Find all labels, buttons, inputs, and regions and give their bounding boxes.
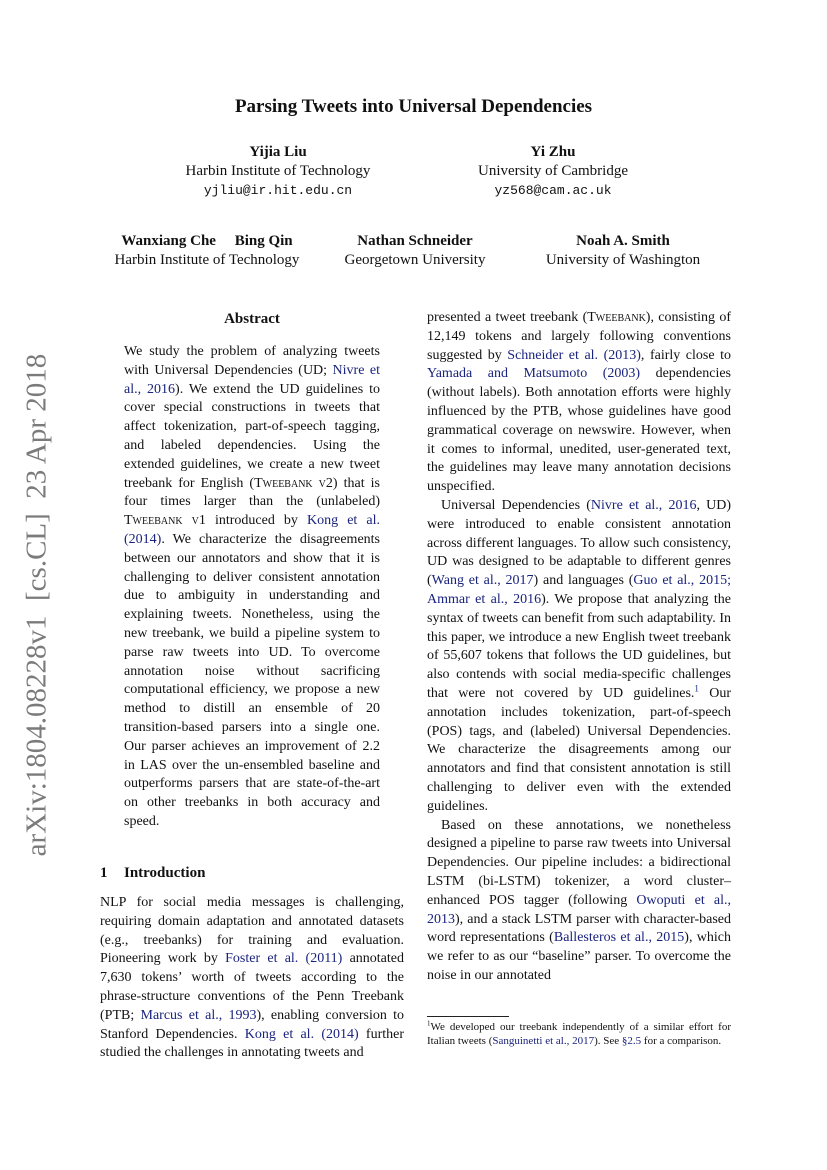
author-block-smith: [528, 232, 718, 270]
intro-paragraph: Universal Dependencies (Nivre et al., 2016, UD) were introduced to enable consistent annotation across different languages. To allow such consistency, UD was designed to be adaptable to different genres (Wang et al., 2017) and languages (Guo et al., 2015; Ammar et al., 2016). We propose that analyzing the syntax of tweets can benefit from such adaptability. In this paper, we introduce a new English tweet treebank of 55,607 tokens that follows the UD guidelines, but also contends with social media-specific challenges that were not covered by UD guidelines.$^1$ Our annotation includes tokenization, part-of-speech (POS) tags, and (labeled) Universal Dependencies. We characterize the disagreements among our annotators and find that consistent annotation is still challenging to deliver even with the extended guidelines.: [427, 497, 732, 814]
author-block-zhu: [448, 143, 658, 200]
citation-link[interactable]: Yamada and Matsumoto (2003): [427, 366, 641, 382]
author-block-liu: [160, 143, 396, 200]
citation-link[interactable]: Schneider et al. (2013): [507, 347, 641, 363]
paper-title: Parsing Tweets into Universal Dependencies: [234, 96, 593, 117]
citation-link[interactable]: Wang et al., 2017: [431, 573, 534, 589]
intro-paragraph: NLP for social media messages is challenging, requiring domain adaptation and annotated datasets (e.g., treebanks) for training and evaluation. Pioneering work by Foster et al. (2011) annotated 7,630 tokens’ worth of tweets according to the phrase-structure conventions of the Penn Treebank (PTB; Marcus et al., 1993), enabling conversion to Stanford Dependencies. Kong et al. (2014) further studied the challenges in annotating tweets and: [100, 895, 404, 1061]
author-name: Wanxiang Che Bing Qin: [121, 233, 293, 249]
citation-link[interactable]: Nivre et al., 2016: [590, 497, 697, 513]
author-affiliation: Georgetown University: [344, 252, 486, 268]
citation-link[interactable]: Ballesteros et al., 2015: [553, 930, 685, 946]
author-block-schneider: [330, 232, 500, 270]
citation-link[interactable]: Foster et al. (2011): [225, 951, 343, 967]
paragraph-continues-next-column: further studied the challenges in annotating tweets and: [100, 1026, 404, 1061]
author-name: Yijia Liu: [249, 144, 307, 160]
dataset-name: Tweebank v2: [254, 475, 333, 491]
section-number: 1: [100, 865, 108, 881]
dataset-name: Tweebank: [587, 310, 646, 325]
section-heading-introduction: [100, 863, 205, 883]
author-affiliation: University of Washington: [545, 252, 701, 268]
citation-link[interactable]: Marcus et al., 1993: [140, 1007, 257, 1023]
author-affiliation: Harbin Institute of Technology: [185, 163, 371, 179]
author-block-che-qin: [96, 232, 318, 270]
abstract-text: We study the problem of analyzing tweets with Universal Dependencies (UD; Nivre et al., 2016). We extend the UD guidelines to cover special constructions in tweets that affect tokenization, part-of-speech tagging, and labeled dependencies. Using the extended guidelines, we create a new tweet treebank for English (Tweebank v2) that is four times larger than the (unlabeled) Tweebank v1 introduced by Kong et al. (2014). We characterize the disagreements between our annotators and show that it is challenging to deliver consistent annotation due to ambiguity in understanding and explaining tweets. Nonetheless, using the new treebank, we build a pipeline system to parse raw tweets into UD. To overcome annotation noise without sacrificing computational efficiency, we propose a new method to distill an ensemble of 20 transition-based parsers into a single one. Our parser achieves an improvement of 2.2 in LAS over the un-ensembled baseline and outperforms parsers that are state-of-the-art on other treebanks in both accuracy and speed.: [124, 344, 381, 829]
citation-link[interactable]: Kong et al. (2014): [124, 513, 380, 547]
citation-link[interactable]: Kong et al. (2014): [244, 1026, 359, 1042]
author-name: Yi Zhu: [530, 144, 576, 160]
arxiv-identifier: arXiv:1804.08228v1 [cs.CL] 23 Apr 2018: [20, 353, 53, 857]
intro-paragraph: Based on these annotations, we nonetheless designed a pipeline to parse raw tweets into Universal Dependencies. Our pipeline includes: a bidirectional LSTM (bi-LSTM) tokenizer, a word cluster–enhanced POS tagger (following Owoputi et al., 2013), and a stack LSTM parser with character-based word representations (Ballesteros et al., 2015), which we refer to as our “baseline” parser. To overcome the noise in our annotated: [427, 817, 731, 983]
footnote-marker[interactable]: 1: [694, 683, 699, 694]
section-reference-link[interactable]: §2.5: [621, 1034, 642, 1047]
footnote: $^1$We developed our treebank independently of a similar effort for Italian tweets (Sanguinetti et al., 2017). See §2.5 for a comparison.: [427, 1019, 731, 1047]
intro-paragraph: presented a tweet treebank (Tweebank), consisting of 12,149 tokens and largely following conventions suggested by Schneider et al. (2013), fairly close to Yamada and Matsumoto (2003) dependencies (without labels). Both annotation efforts were highly influenced by the PTB, whose guidelines have good grammatical coverage on newswire. However, when it comes to informal, unedited, user-generated text, the guidelines may leave many annotation decisions unspecified.: [427, 310, 732, 495]
citation-link[interactable]: Nivre et al., 2016: [124, 362, 381, 397]
author-affiliation: University of Cambridge: [478, 163, 628, 179]
abstract-heading: Abstract: [224, 311, 280, 327]
author-email[interactable]: yz568@cam.ac.uk: [494, 183, 612, 198]
footnote-number: 1: [427, 1019, 431, 1028]
intro-left-column: [100, 894, 404, 1063]
footnote-divider: [427, 1016, 509, 1017]
citation-link[interactable]: Owoputi et al., 2013: [427, 892, 731, 927]
author-affiliation: Harbin Institute of Technology: [114, 252, 300, 268]
author-name: Noah A. Smith: [576, 233, 670, 249]
author-email[interactable]: yjliu@ir.hit.edu.cn: [203, 183, 353, 198]
citation-link[interactable]: Guo et al., 2015; Ammar et al., 2016: [427, 573, 731, 607]
citation-link[interactable]: Sanguinetti et al., 2017: [492, 1034, 595, 1047]
arxiv-sidebar-stamp: [14, 353, 60, 857]
author-name: Nathan Schneider: [357, 233, 473, 249]
intro-right-column: [427, 309, 731, 986]
dataset-name: Tweebank v1: [124, 513, 206, 529]
section-title: Introduction: [124, 865, 206, 881]
